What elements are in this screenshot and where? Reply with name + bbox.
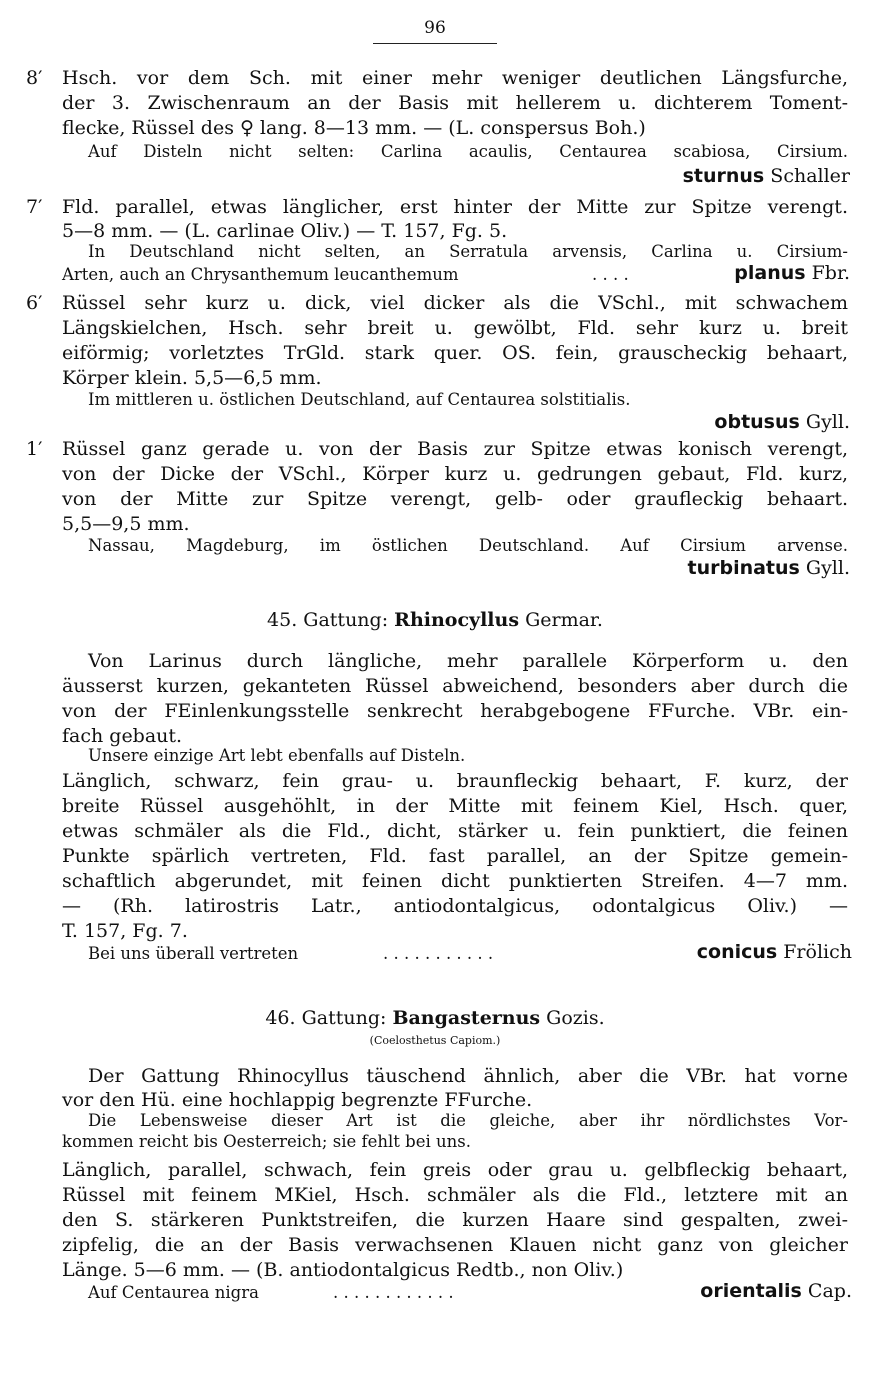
header-rule xyxy=(373,43,497,44)
orientalis-desc-1: Länglich, parallel, schwach, fein greis oder grau u. gelbfleckig behaart, xyxy=(62,1159,848,1181)
species-entry-orientalis xyxy=(700,1281,852,1301)
conicus-habitat: Bei uns überall vertreten . . . . . . . . . . . conicus Frölich xyxy=(88,941,852,963)
species-entry-turbinatus xyxy=(600,557,850,580)
genus-name: Rhinocyllus xyxy=(394,609,520,631)
conicus-desc-4: Punkte spärlich vertreten, Fld. fast parallel, an der Spitze gemein- xyxy=(62,845,848,867)
species-author: Gyll. xyxy=(805,411,850,433)
couplet-7-habitat-2: Arten, auch an Chrysanthemum leucanthemum . . . . planus Fbr. xyxy=(62,262,850,284)
couplet-7-line-1: 7′ Fld. parallel, etwas länglicher, erst hinter der Mitte zur Spitze verengt. xyxy=(26,196,848,218)
couplet-1-line-3: von der Mitte zur Spitze verengt, gelb- oder graufleckig behaart. xyxy=(62,488,848,510)
species-author: Schaller xyxy=(770,165,850,187)
species-name: sturnus xyxy=(682,165,765,187)
conicus-desc-1: Länglich, schwarz, fein grau- u. braunfleckig behaart, F. kurz, der xyxy=(62,770,848,792)
species-entry-sturnus xyxy=(600,165,850,188)
genus45-desc-3: von der FEinlenkungsstelle senkrecht herabgebogene FFurche. VBr. ein- xyxy=(62,700,848,722)
couplet-6-line-1: 6′ Rüssel sehr kurz u. dick, viel dicker als die VSchl., mit schwachem xyxy=(26,292,848,314)
couplet-8-line-3: flecke, Rüssel des ♀ lang. 8—13 mm. — (L. conspersus Boh.) xyxy=(62,117,646,139)
genus46-desc-1: Der Gattung Rhinocyllus täuschend ähnlich, aber die VBr. hat vorne xyxy=(88,1065,848,1087)
species-entry-planus xyxy=(734,263,850,283)
genus-heading-bangasternus: 46. Gattung: Bangasternus Gozis. xyxy=(265,1007,605,1029)
species-author: Gyll. xyxy=(805,557,850,579)
conicus-desc-6: — (Rh. latirostris Latr., antiodontalgicus, odontalgicus Oliv.) — xyxy=(62,895,848,917)
genus46-desc-2: vor den Hü. eine hochlappig begrenzte FFurche. xyxy=(62,1089,533,1111)
genus46-synonym: (Coelosthetus Capiom.) xyxy=(369,1034,501,1047)
couplet-8-line-1: 8′ Hsch. vor dem Sch. mit einer mehr weniger deutlichen Längsfurche, xyxy=(26,67,848,89)
couplet-1-line-1: 1′ Rüssel ganz gerade u. von der Basis zur Spitze etwas konisch verengt, xyxy=(26,438,848,460)
couplet-1-habitat: Nassau, Magdeburg, im östlichen Deutschland. Auf Cirsium arvense. xyxy=(88,536,848,555)
species-name: conicus xyxy=(696,941,778,963)
couplet-8-habitat: Auf Disteln nicht selten: Carlina acaulis, Centaurea scabiosa, Cirsium. xyxy=(88,142,848,161)
species-entry-conicus xyxy=(697,942,852,962)
couplet-6-line-3: eiförmig; vorletztes TrGld. stark quer. OS. fein, grauscheckig behaart, xyxy=(62,342,848,364)
couplet-number: 1′ xyxy=(26,438,43,460)
orientalis-desc-2: Rüssel mit feinem MKiel, Hsch. schmäler als die Fld., letztere mit an xyxy=(62,1184,848,1206)
orientalis-desc-5: Länge. 5—6 mm. — (B. antiodontalgicus Redtb., non Oliv.) xyxy=(62,1259,624,1281)
couplet-6-line-2: Längskielchen, Hsch. sehr breit u. gewölbt, Fld. sehr kurz u. breit xyxy=(62,317,848,339)
conicus-desc-7: T. 157, Fg. 7. xyxy=(62,920,188,942)
orientalis-desc-3: den S. stärkeren Punktstreifen, die kurzen Haare sind gespalten, zwei- xyxy=(62,1209,848,1231)
species-author: Cap. xyxy=(807,1280,852,1302)
leader-dots: . . . . . . . . . . . xyxy=(383,944,494,963)
couplet-number: 8′ xyxy=(26,67,43,89)
couplet-number: 6′ xyxy=(26,292,43,314)
couplet-7-habitat-1: In Deutschland nicht selten, an Serratula arvensis, Carlina u. Cirsium- xyxy=(88,242,848,261)
couplet-6-habitat: Im mittleren u. östlichen Deutschland, auf Centaurea solstitialis. xyxy=(88,390,631,409)
species-name: turbinatus xyxy=(687,557,800,579)
conicus-desc-3: etwas schmäler als die Fld., dicht, stärker u. fein punktiert, die feinen xyxy=(62,820,848,842)
species-author: Fbr. xyxy=(811,262,850,284)
genus46-note-2: kommen reicht bis Oesterreich; sie fehlt bei uns. xyxy=(62,1132,471,1151)
orientalis-desc-4: zipfelig, die an der Basis verwachsenen Klauen nicht ganz von gleicher xyxy=(62,1234,848,1256)
conicus-desc-2: breite Rüssel ausgehöhlt, in der Mitte mit feinem Kiel, Hsch. quer, xyxy=(62,795,848,817)
couplet-1-line-2: von der Dicke der VSchl., Körper kurz u. gedrungen gebaut, Fld. kurz, xyxy=(62,463,848,485)
genus45-note: Unsere einzige Art lebt ebenfalls auf Disteln. xyxy=(88,746,466,765)
orientalis-habitat: Auf Centaurea nigra . . . . . . . . . . . . orientalis Cap. xyxy=(88,1280,852,1302)
couplet-8-line-2: der 3. Zwischenraum an der Basis mit hellerem u. dichterem Toment- xyxy=(62,92,848,114)
genus45-desc-4: fach gebaut. xyxy=(62,725,183,747)
species-entry-obtusus xyxy=(600,411,850,434)
leader-dots: . . . . xyxy=(592,265,629,284)
genus46-note-1: Die Lebensweise dieser Art ist die gleiche, aber ihr nördlichstes Vor- xyxy=(88,1111,848,1130)
page-number: 96 xyxy=(424,18,446,38)
genus45-desc-2: äusserst kurzen, gekanteten Rüssel abweichend, besonders aber durch die xyxy=(62,675,848,697)
conicus-desc-5: schaftlich abgerundet, mit feinen dicht punktierten Streifen. 4—7 mm. xyxy=(62,870,848,892)
species-name: orientalis xyxy=(700,1280,802,1302)
couplet-6-line-4: Körper klein. 5,5—6,5 mm. xyxy=(62,367,322,389)
couplet-1-line-4: 5,5—9,5 mm. xyxy=(62,513,190,535)
genus45-desc-1: Von Larinus durch längliche, mehr parallele Körperform u. den xyxy=(88,650,848,672)
leader-dots: . . . . . . . . . . . . xyxy=(333,1283,454,1302)
genus-name: Bangasternus xyxy=(392,1007,541,1029)
species-name: planus xyxy=(734,262,806,284)
couplet-7-line-2: 5—8 mm. — (L. carlinae Oliv.) — T. 157, Fg. 5. xyxy=(62,220,508,242)
species-name: obtusus xyxy=(714,411,800,433)
genus-heading-rhinocyllus: 45. Gattung: Rhinocyllus Germar. xyxy=(267,609,603,631)
couplet-number: 7′ xyxy=(26,196,43,218)
species-author: Frölich xyxy=(783,941,852,963)
